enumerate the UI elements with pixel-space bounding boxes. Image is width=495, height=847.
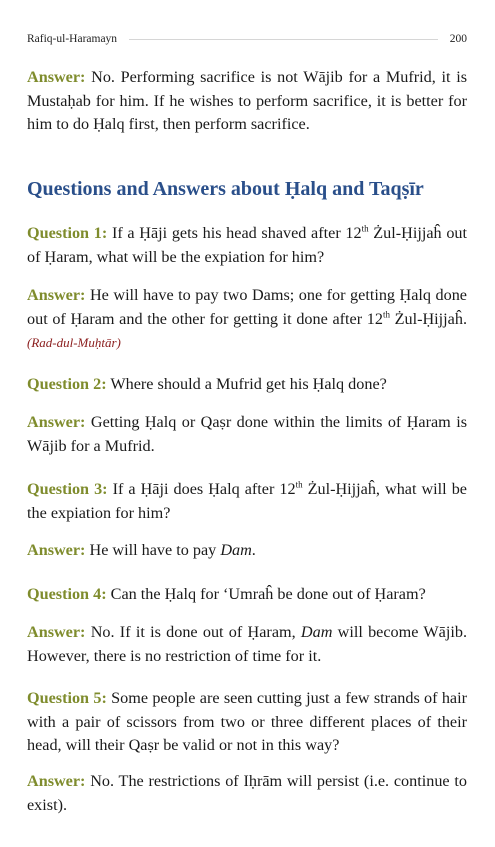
reference: (Rad-dul-Muḥtār) bbox=[27, 335, 121, 351]
running-header bbox=[27, 31, 467, 47]
answer-5 bbox=[27, 770, 467, 817]
answer-text: . bbox=[251, 541, 256, 559]
question-text: Żul-Ḥijjaĥ out of Ḥaram, what will be the expiation for him? bbox=[27, 224, 467, 266]
answer-text: He will have to pay two Dams; one for getting Ḥalq done out of Ḥaram and the other for getting it done after 12 bbox=[27, 286, 467, 328]
answer-label: Answer: bbox=[27, 623, 86, 641]
question-4 bbox=[27, 583, 467, 607]
answer-label: Answer: bbox=[27, 68, 86, 86]
answer-emphasis: Dam bbox=[220, 541, 252, 559]
answer-1 bbox=[27, 284, 467, 355]
question-label: Question 1: bbox=[27, 224, 108, 242]
answer-text: Żul-Ḥijjaĥ. bbox=[389, 309, 467, 328]
ordinal-suffix: th bbox=[382, 309, 390, 320]
answer-text: No. Performing sacrifice is not Wājib for a Mufrid, it is Mustaḥab for him. If he wishes to perform sacrifice, it is better for him to do Ḥalq first, then perform sacrifice. bbox=[27, 68, 467, 134]
answer-text: No. If it is done out of Ḥaram, bbox=[85, 623, 301, 641]
question-1 bbox=[27, 222, 467, 269]
question-5 bbox=[27, 687, 467, 758]
question-label: Question 3: bbox=[27, 480, 108, 498]
question-label: Question 5: bbox=[27, 689, 107, 707]
answer-text: Getting Ḥalq or Qaṣr done within the limits of Ḥaram is Wājib for a Mufrid. bbox=[27, 413, 467, 455]
question-text: If a Ḥāji gets his head shaved after 12 bbox=[107, 224, 362, 242]
answer-2 bbox=[27, 411, 467, 458]
ordinal-suffix: th bbox=[295, 479, 303, 490]
question-text: Żul-Ḥijjaĥ, what will be the expiation for him? bbox=[27, 480, 467, 522]
question-label: Question 4: bbox=[27, 585, 107, 603]
answer-text: No. The restrictions of Iḥrām will persist (i.e. continue to exist). bbox=[27, 772, 467, 814]
answer-emphasis: Dam bbox=[300, 623, 333, 641]
page-number: 200 bbox=[449, 33, 467, 45]
question-text: Can the Ḥalq for ‘Umraĥ be done out of Ḥaram? bbox=[106, 585, 426, 603]
question-3 bbox=[27, 478, 467, 525]
intro-answer bbox=[27, 66, 467, 137]
question-text: If a Ḥāji does Ḥalq after 12 bbox=[107, 480, 296, 498]
question-2 bbox=[27, 373, 467, 397]
header-rule bbox=[129, 39, 438, 40]
answer-4 bbox=[27, 621, 467, 668]
answer-text: He will have to pay bbox=[85, 541, 221, 559]
ordinal-suffix: th bbox=[361, 223, 369, 234]
answer-label: Answer: bbox=[27, 772, 86, 790]
section-heading: Questions and Answers about Ḥalq and Taqṣīr bbox=[27, 178, 424, 200]
question-text: Some people are seen cutting just a few strands of hair with a pair of scissors from two or three different places of their head, will their Qaṣr be valid or not in this way? bbox=[27, 689, 467, 755]
answer-label: Answer: bbox=[27, 286, 86, 304]
question-label: Question 2: bbox=[27, 375, 107, 393]
answer-text: will become Wājib. However, there is no restriction of time for it. bbox=[27, 623, 467, 665]
answer-label: Answer: bbox=[27, 541, 86, 559]
book-title: Rafiq-ul-Haramayn bbox=[27, 33, 118, 45]
answer-label: Answer: bbox=[27, 413, 86, 431]
answer-3 bbox=[27, 539, 467, 563]
question-text: Where should a Mufrid get his Ḥalq done? bbox=[106, 375, 387, 393]
